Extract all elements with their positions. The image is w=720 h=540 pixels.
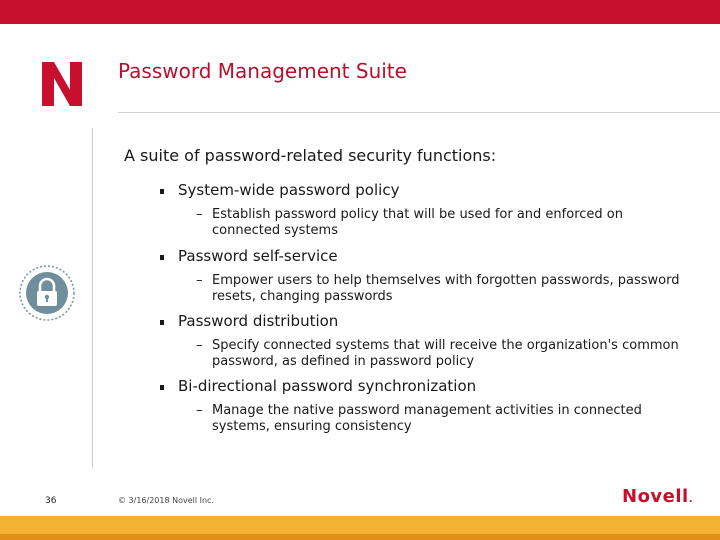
- bottom-strip-line: [0, 534, 720, 540]
- bullet-label: Password self-service: [178, 247, 338, 265]
- vertical-divider: [92, 128, 93, 468]
- bullet-label: Bi-directional password synchronization: [178, 377, 477, 395]
- page-number: 36: [45, 496, 57, 506]
- top-bar: [0, 0, 720, 24]
- sub-text: Empower users to help themselves with forgotten passwords, password resets, changing passwords: [212, 273, 680, 304]
- dash-marker: –: [196, 403, 203, 418]
- sub-text: Establish password policy that will be used for and enforced on connected systems: [212, 207, 623, 238]
- bullet-label: Password distribution: [178, 312, 339, 330]
- brand-text: Novell: [622, 486, 689, 507]
- bullet-marker: [160, 320, 164, 325]
- dash-marker: –: [196, 207, 203, 222]
- padlock-icon: [18, 264, 76, 322]
- sub-text: Specify connected systems that will receive the organization's common password, as defined in password policy: [212, 338, 679, 369]
- novell-wordmark-logo: [622, 486, 693, 507]
- brand-mark: .: [688, 494, 694, 505]
- dash-marker: –: [196, 273, 203, 288]
- bullet-marker: [160, 255, 164, 260]
- intro-text: A suite of password-related security functions:: [124, 146, 497, 165]
- title-divider: [118, 112, 720, 113]
- bullet-marker: [160, 385, 164, 390]
- dash-marker: –: [196, 338, 203, 353]
- novell-n-logo: [40, 60, 84, 108]
- bullet-label: System-wide password policy: [178, 181, 400, 199]
- page-title: Password Management Suite: [118, 59, 407, 83]
- sub-text: Manage the native password management activities in connected systems, ensuring consistency: [212, 403, 642, 434]
- bullet-marker: [160, 189, 164, 194]
- copyright-text: © 3/16/2018 Novell Inc.: [118, 496, 214, 505]
